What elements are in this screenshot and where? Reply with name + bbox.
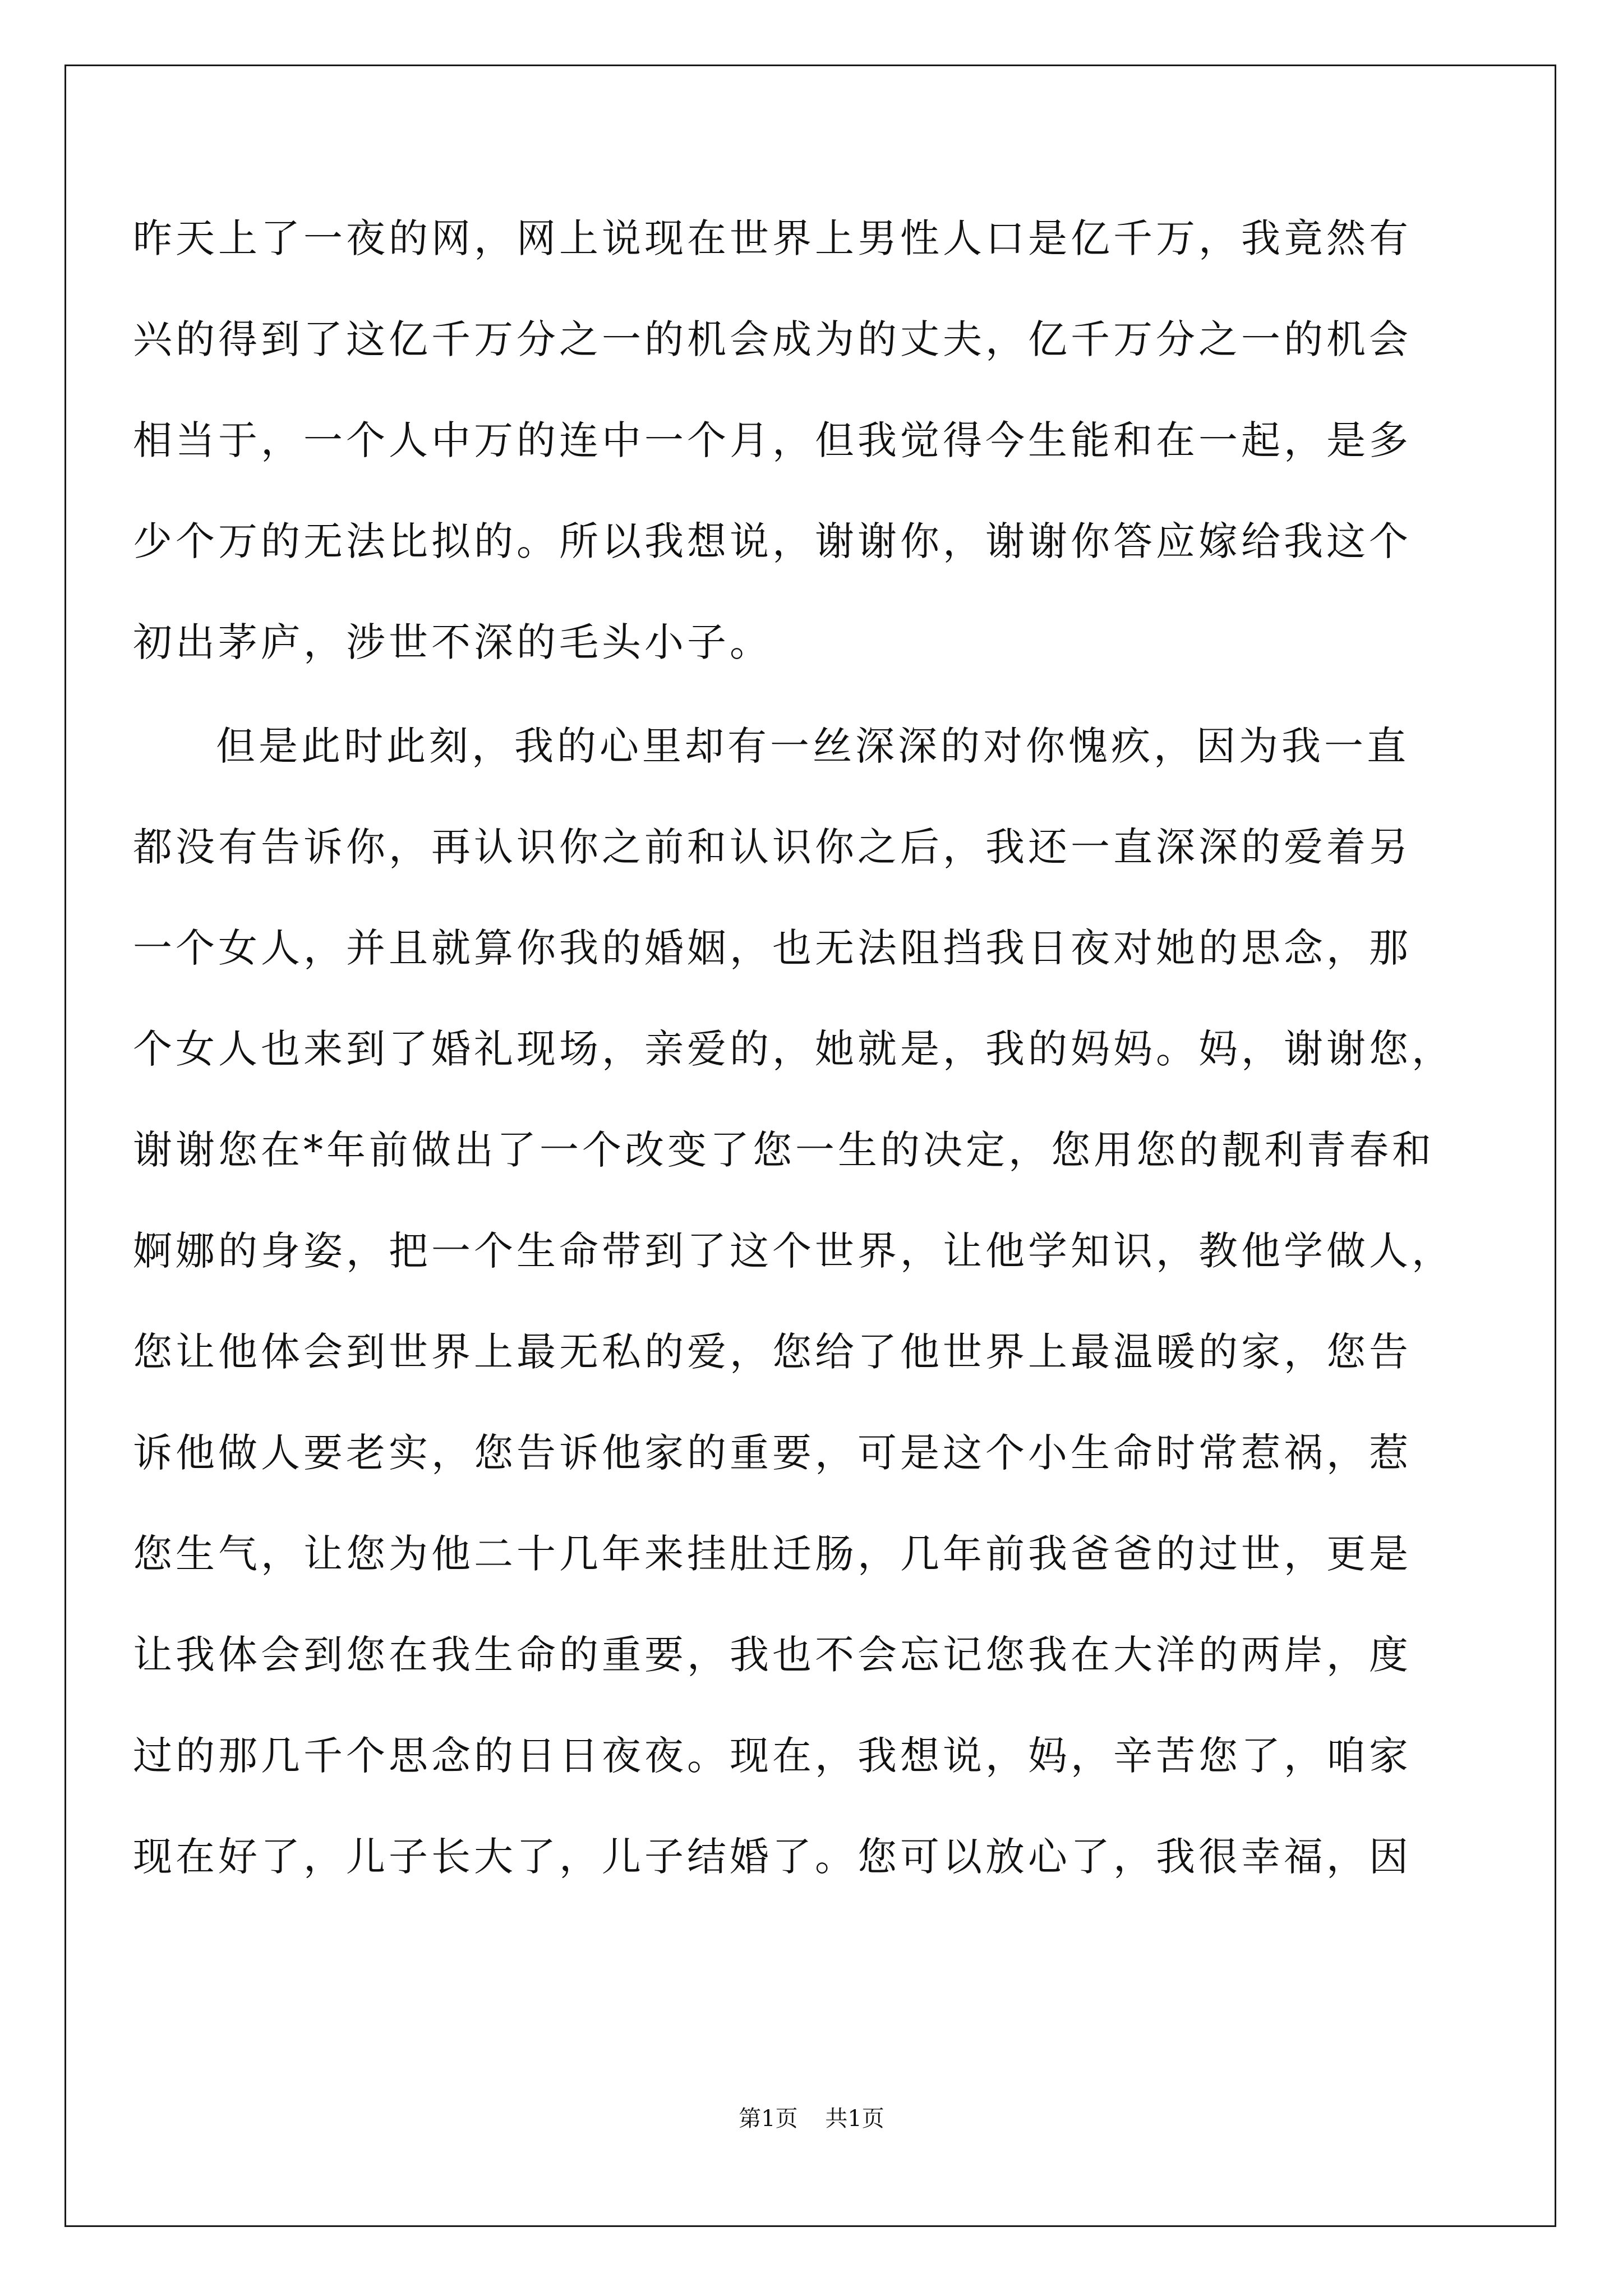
paragraph-2-line-10: 让我体会到您在我生命的重要，我也不会忘记您我在大洋的两岸，度 (133, 1632, 1412, 1678)
paragraph-1-line-4: 少个万的无法比拟的。所以我想说，谢谢你，谢谢你答应嫁给我这个 (133, 518, 1412, 564)
paragraph-2-line-4: 个女人也来到了婚礼现场，亲爱的，她就是，我的妈妈。妈，谢谢您， (133, 1026, 1454, 1072)
paragraph-1-line-3: 相当于，一个人中万的连中一个月，但我觉得今生能和在一起，是多 (133, 417, 1412, 463)
paragraph-2-line-7: 您让他体会到世界上最无私的爱，您给了他世界上最温暖的家，您告 (133, 1329, 1412, 1375)
paragraph-1-line-1: 昨天上了一夜的网，网上说现在世界上男性人口是亿千万，我竟然有 (133, 215, 1412, 261)
paragraph-2-line-8: 诉他做人要老实，您告诉他家的重要，可是这个小生命时常惹祸，惹 (133, 1430, 1412, 1476)
paragraph-2-line-1: 但是此时此刻，我的心里却有一丝深深的对你愧疚，因为我一直 (216, 723, 1409, 769)
page-footer (0, 2101, 1623, 2133)
page-number: 第1页 (739, 2106, 798, 2132)
paragraph-1-line-5: 初出茅庐，涉世不深的毛头小子。 (133, 619, 772, 665)
paragraph-1-line-2: 兴的得到了这亿千万分之一的机会成为的丈夫，亿千万分之一的机会 (133, 316, 1412, 362)
paragraph-2-line-11: 过的那几千个思念的日日夜夜。现在，我想说，妈，辛苦您了，咱家 (133, 1733, 1412, 1779)
total-pages: 共1页 (825, 2106, 884, 2132)
paragraph-2-line-9: 您生气，让您为他二十几年来挂肚迁肠，几年前我爸爸的过世，更是 (133, 1531, 1412, 1577)
paragraph-2-line-12: 现在好了，儿子长大了，儿子结婚了。您可以放心了，我很幸福，因 (133, 1834, 1412, 1880)
paragraph-2-line-6: 婀娜的身姿，把一个生命带到了这个世界，让他学知识，教他学做人， (133, 1228, 1454, 1274)
paragraph-2-line-5: 谢谢您在*年前做出了一个改变了您一生的决定，您用您的靓利青春和 (133, 1127, 1435, 1173)
paragraph-2-line-2: 都没有告诉你，再认识你之前和认识你之后，我还一直深深的爱着另 (133, 824, 1412, 870)
paragraph-2-line-3: 一个女人，并且就算你我的婚姻，也无法阻挡我日夜对她的思念，那 (133, 925, 1412, 971)
